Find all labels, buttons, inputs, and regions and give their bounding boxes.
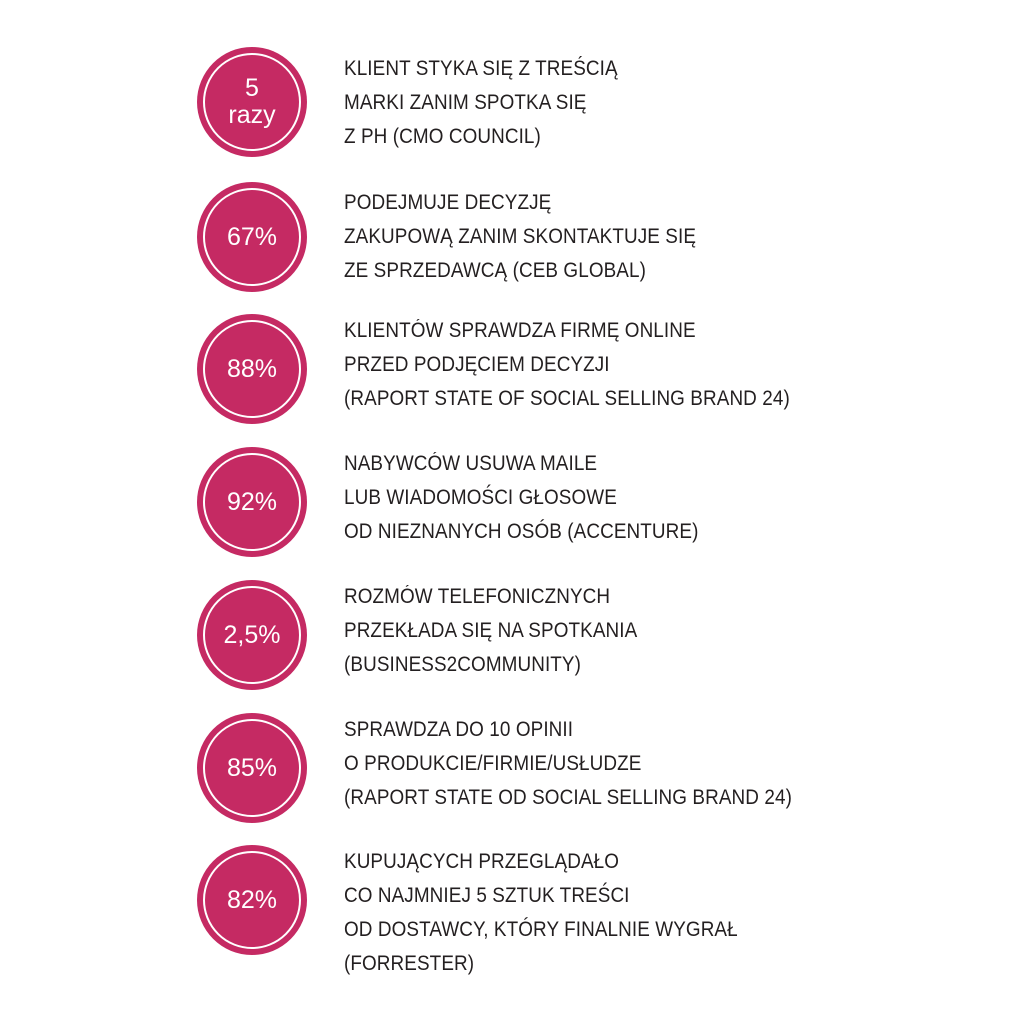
stat-description-line: (FORRESTER) [344,952,475,975]
stat-row-2-5 [197,580,917,690]
stat-description-line: PODEJMUJE DECYZJĘ [344,191,552,214]
stat-description-line: LUB WIADOMOŚCI GŁOSOWE [344,486,617,509]
stat-row-5-razy [197,47,917,157]
stat-description-line: PRZEKŁADA SIĘ NA SPOTKANIA [344,619,638,642]
stat-description-line: KLIENT STYKA SIĘ Z TREŚCIĄ [344,57,618,80]
stat-description-line: CO NAJMNIEJ 5 SZTUK TREŚCI [344,884,630,907]
stat-description [344,845,738,981]
stat-description-line: KLIENTÓW SPRAWDZA FIRMĘ ONLINE [344,319,696,342]
stat-description [344,580,637,682]
stat-row-67 [197,182,917,292]
stat-badge [197,447,307,557]
stat-badge [197,182,307,292]
stat-description-line: MARKI ZANIM SPOTKA SIĘ [344,91,587,114]
stat-badge [197,580,307,690]
stat-description-line: Z PH (CMO COUNCIL) [344,125,541,148]
stat-badge [197,47,307,157]
stat-value: 88% [226,354,278,383]
stat-description [344,52,618,154]
stat-description-line: OD NIEZNANYCH OSÓB (ACCENTURE) [344,520,699,543]
stat-description-line: O PRODUKCIE/FIRMIE/USŁUDZE [344,752,642,775]
stat-description-line: ZE SPRZEDAWCĄ (CEB GLOBAL) [344,259,646,282]
stat-badge [197,713,307,823]
stat-description [344,186,696,288]
stat-badge [197,845,307,955]
stat-description-line: OD DOSTAWCY, KTÓRY FINALNIE WYGRAŁ [344,918,738,941]
stat-description-line: NABYWCÓW USUWA MAILE [344,452,598,475]
stat-badge [197,314,307,424]
stat-row-85 [197,713,917,823]
stat-description-line: ZAKUPOWĄ ZANIM SKONTAKTUJE SIĘ [344,225,697,248]
stat-description [344,713,792,815]
stat-value: 5 razy [228,74,276,129]
stat-description [344,447,698,549]
stat-description-line: (RAPORT STATE OD SOCIAL SELLING BRAND 24) [344,786,792,809]
stat-row-88 [197,314,917,424]
stat-description-line: SPRAWDZA DO 10 OPINII [344,718,574,741]
stat-value: 92% [226,487,278,516]
stat-description-line: PRZED PODJĘCIEM DECYZJI [344,353,610,376]
stat-row-82 [197,845,917,975]
stat-row-92 [197,447,917,557]
stat-description [344,314,790,416]
stat-description-line: ROZMÓW TELEFONICZNYCH [344,585,611,608]
stat-value: 67% [226,222,278,251]
stat-value: 85% [226,753,278,782]
stat-description-line: (RAPORT STATE OF SOCIAL SELLING BRAND 24) [344,387,790,410]
stat-description-line: KUPUJĄCYCH PRZEGLĄDAŁO [344,850,620,873]
stat-value: 2,5% [223,620,281,649]
stat-value: 82% [226,885,278,914]
stat-description-line: (BUSINESS2COMMUNITY) [344,653,582,676]
